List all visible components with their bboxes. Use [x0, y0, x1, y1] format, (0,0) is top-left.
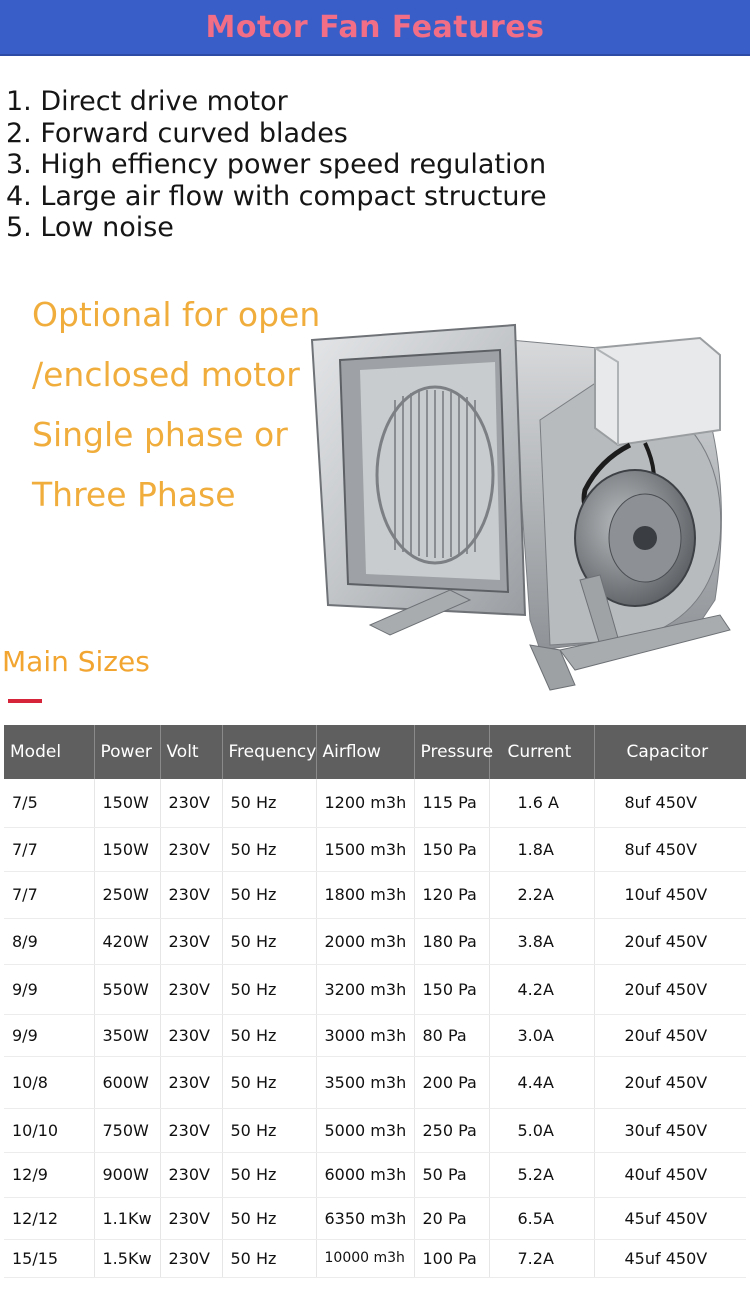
table-cell: 5.2A: [489, 1152, 594, 1197]
table-cell: 9/9: [4, 964, 94, 1014]
table-cell: 50 Pa: [414, 1152, 489, 1197]
table-cell: 250W: [94, 871, 160, 918]
table-cell: 3500 m3h: [316, 1056, 414, 1108]
table-cell: 12/12: [4, 1197, 94, 1239]
title-banner: [0, 0, 750, 56]
table-cell: 350W: [94, 1014, 160, 1056]
table-cell: 40uf 450V: [594, 1152, 746, 1197]
table-cell: 9/9: [4, 1014, 94, 1056]
table-cell: 180 Pa: [414, 918, 489, 964]
table-cell: 900W: [94, 1152, 160, 1197]
table-cell: 150W: [94, 827, 160, 871]
table-cell: 1.5Kw: [94, 1239, 160, 1277]
column-header: Capacitor: [594, 725, 746, 779]
table-cell: 50 Hz: [222, 1197, 316, 1239]
table-cell: 8/9: [4, 918, 94, 964]
feature-item: 1. Direct drive motor: [6, 86, 288, 117]
table-cell: 230V: [160, 1014, 222, 1056]
table-cell: 6350 m3h: [316, 1197, 414, 1239]
table-cell: 200 Pa: [414, 1056, 489, 1108]
column-header: Model: [4, 725, 94, 779]
table-cell: 150W: [94, 779, 160, 827]
table-cell: 50 Hz: [222, 1108, 316, 1152]
table-cell: 7.2A: [489, 1239, 594, 1277]
table-header-row: [4, 725, 746, 779]
table-row: [4, 1014, 746, 1056]
table-cell: 600W: [94, 1056, 160, 1108]
table-cell: 230V: [160, 918, 222, 964]
table-cell: 50 Hz: [222, 1014, 316, 1056]
table-cell: 550W: [94, 964, 160, 1014]
table-cell: 230V: [160, 964, 222, 1014]
table-cell: 2000 m3h: [316, 918, 414, 964]
table-row: [4, 827, 746, 871]
table-cell: 230V: [160, 1108, 222, 1152]
table-cell: 45uf 450V: [594, 1239, 746, 1277]
column-header: Pressure: [414, 725, 489, 779]
table-cell: 1.8A: [489, 827, 594, 871]
column-header: Airflow: [316, 725, 414, 779]
table-cell: 6.5A: [489, 1197, 594, 1239]
table-cell: 50 Hz: [222, 1239, 316, 1277]
feature-item: 3. High effiency power speed regulation: [6, 149, 547, 180]
feature-list: [6, 86, 547, 244]
table-cell: 80 Pa: [414, 1014, 489, 1056]
table-row: [4, 1152, 746, 1197]
table-cell: 20 Pa: [414, 1197, 489, 1239]
table-cell: 50 Hz: [222, 827, 316, 871]
table-cell: 10000 m3h: [316, 1239, 414, 1277]
table-cell: 6000 m3h: [316, 1152, 414, 1197]
table-cell: 250 Pa: [414, 1108, 489, 1152]
column-header: Frequency: [222, 725, 316, 779]
table-row: [4, 1108, 746, 1152]
table-cell: 10/8: [4, 1056, 94, 1108]
table-row: [4, 1197, 746, 1239]
table-cell: 1.6 A: [489, 779, 594, 827]
specs-table: [4, 725, 746, 1278]
column-header: Power: [94, 725, 160, 779]
table-cell: 750W: [94, 1108, 160, 1152]
option-line: /enclosed motor: [32, 355, 300, 394]
blower-fan-image: [300, 300, 740, 695]
table-row: [4, 779, 746, 827]
table-cell: 230V: [160, 827, 222, 871]
table-cell: 3200 m3h: [316, 964, 414, 1014]
table-cell: 20uf 450V: [594, 964, 746, 1014]
table-cell: 50 Hz: [222, 1152, 316, 1197]
table-cell: 1200 m3h: [316, 779, 414, 827]
table-cell: 120 Pa: [414, 871, 489, 918]
table-cell: 4.4A: [489, 1056, 594, 1108]
table-cell: 1.1Kw: [94, 1197, 160, 1239]
feature-item: 5. Low noise: [6, 212, 174, 243]
table-cell: 230V: [160, 1152, 222, 1197]
table-cell: 230V: [160, 871, 222, 918]
table-cell: 7/5: [4, 779, 94, 827]
feature-item: 2. Forward curved blades: [6, 117, 348, 149]
table-cell: 230V: [160, 1239, 222, 1277]
table-cell: 20uf 450V: [594, 1014, 746, 1056]
table-cell: 230V: [160, 1197, 222, 1239]
table-cell: 3000 m3h: [316, 1014, 414, 1056]
table-cell: 10uf 450V: [594, 871, 746, 918]
table-cell: 1500 m3h: [316, 827, 414, 871]
table-cell: 10/10: [4, 1108, 94, 1152]
table-cell: 50 Hz: [222, 964, 316, 1014]
table-cell: 7/7: [4, 827, 94, 871]
table-cell: 8uf 450V: [594, 779, 746, 827]
table-cell: 5000 m3h: [316, 1108, 414, 1152]
table-cell: 30uf 450V: [594, 1108, 746, 1152]
table-row: [4, 964, 746, 1014]
table-row: [4, 871, 746, 918]
table-cell: 50 Hz: [222, 1056, 316, 1108]
table-cell: 4.2A: [489, 964, 594, 1014]
option-line: Single phase or: [32, 415, 288, 454]
main-sizes-title: Main Sizes: [2, 645, 150, 678]
table-cell: 45uf 450V: [594, 1197, 746, 1239]
page-title: Motor Fan Features: [205, 9, 545, 45]
table-cell: 5.0A: [489, 1108, 594, 1152]
table-cell: 3.0A: [489, 1014, 594, 1056]
title-underline: [8, 699, 42, 703]
option-line: Optional for open: [32, 295, 321, 334]
table-cell: 150 Pa: [414, 964, 489, 1014]
table-cell: 100 Pa: [414, 1239, 489, 1277]
table-cell: 3.8A: [489, 918, 594, 964]
table-cell: 50 Hz: [222, 918, 316, 964]
table-cell: 50 Hz: [222, 779, 316, 827]
column-header: Volt: [160, 725, 222, 779]
table-cell: 12/9: [4, 1152, 94, 1197]
feature-item: 4. Large air flow with compact structure: [6, 180, 547, 212]
table-cell: 2.2A: [489, 871, 594, 918]
table-cell: 150 Pa: [414, 827, 489, 871]
column-header: Current: [489, 725, 594, 779]
table-cell: 7/7: [4, 871, 94, 918]
table-row: [4, 918, 746, 964]
table-cell: 115 Pa: [414, 779, 489, 827]
motor-options-text: [32, 285, 320, 525]
table-cell: 15/15: [4, 1239, 94, 1277]
table-row: [4, 1056, 746, 1108]
table-row: [4, 1239, 746, 1277]
option-line: Three Phase: [32, 475, 236, 514]
table-cell: 8uf 450V: [594, 827, 746, 871]
table-cell: 20uf 450V: [594, 918, 746, 964]
table-cell: 20uf 450V: [594, 1056, 746, 1108]
table-cell: 230V: [160, 779, 222, 827]
table-cell: 50 Hz: [222, 871, 316, 918]
table-cell: 420W: [94, 918, 160, 964]
table-cell: 230V: [160, 1056, 222, 1108]
table-cell: 1800 m3h: [316, 871, 414, 918]
